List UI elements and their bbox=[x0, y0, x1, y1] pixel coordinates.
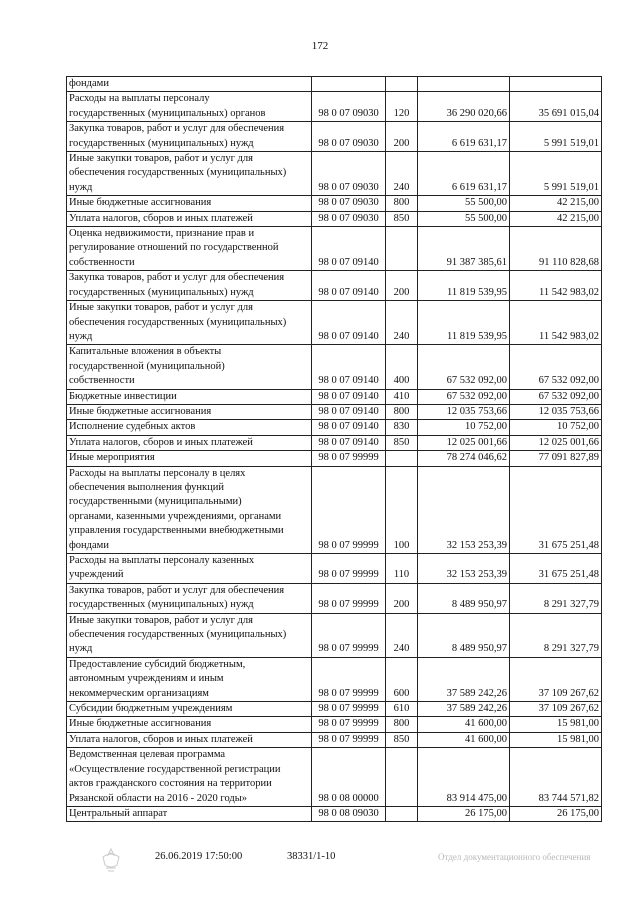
row-value-1 bbox=[418, 77, 510, 92]
table-row bbox=[67, 732, 602, 747]
row-code: 98 0 07 09030 bbox=[312, 122, 386, 152]
row-name: Закупка товаров, работ и услуг для обеспечения государственных (муниципальных) нужд bbox=[67, 122, 312, 152]
row-value-1: 55 500,00 bbox=[418, 196, 510, 211]
row-type: 200 bbox=[386, 122, 418, 152]
row-type: 600 bbox=[386, 657, 418, 701]
row-name: Ведомственная целевая программа «Осуществление государственной регистрации актов гражданского состояния на территории Рязанской области на 2016 - 2020 годы» bbox=[67, 748, 312, 807]
table-row bbox=[67, 345, 602, 389]
row-name: Расходы на выплаты персоналу государственных (муниципальных) органов bbox=[67, 92, 312, 122]
table-row bbox=[67, 554, 602, 584]
row-name: Иные закупки товаров, работ и услуг для обеспечения государственных (муниципальных) нужд bbox=[67, 301, 312, 345]
row-value-2: 11 542 983,02 bbox=[510, 271, 602, 301]
row-value-2: 83 744 571,82 bbox=[510, 748, 602, 807]
table-row bbox=[67, 702, 602, 717]
seal-icon bbox=[96, 847, 126, 875]
table-row bbox=[67, 77, 602, 92]
table-row bbox=[67, 748, 602, 807]
row-value-1: 67 532 092,00 bbox=[418, 389, 510, 404]
row-value-1: 11 819 539,95 bbox=[418, 301, 510, 345]
footer-doc-number: 38331/1-10 bbox=[287, 851, 336, 862]
row-value-1: 78 274 046,62 bbox=[418, 451, 510, 466]
row-type: 800 bbox=[386, 717, 418, 732]
row-type bbox=[386, 748, 418, 807]
row-code: 98 0 07 09140 bbox=[312, 404, 386, 419]
row-type: 410 bbox=[386, 389, 418, 404]
page-number: 172 bbox=[311, 40, 329, 52]
table-row bbox=[67, 806, 602, 821]
row-type: 240 bbox=[386, 301, 418, 345]
row-value-2: 77 091 827,89 bbox=[510, 451, 602, 466]
row-name: Предоставление субсидий бюджетным, автономным учреждениям и иным некоммерческим организациям bbox=[67, 657, 312, 701]
row-name: Закупка товаров, работ и услуг для обеспечения государственных (муниципальных) нужд bbox=[67, 583, 312, 613]
row-code: 98 0 07 09140 bbox=[312, 435, 386, 450]
row-type bbox=[386, 77, 418, 92]
row-value-1: 41 600,00 bbox=[418, 732, 510, 747]
row-code bbox=[312, 77, 386, 92]
row-code: 98 0 07 99999 bbox=[312, 717, 386, 732]
row-code: 98 0 07 09140 bbox=[312, 345, 386, 389]
row-value-1: 36 290 020,66 bbox=[418, 92, 510, 122]
row-value-1: 26 175,00 bbox=[418, 806, 510, 821]
row-value-1: 41 600,00 bbox=[418, 717, 510, 732]
row-code: 98 0 07 09030 bbox=[312, 196, 386, 211]
row-value-1: 12 025 001,66 bbox=[418, 435, 510, 450]
row-code: 98 0 07 09140 bbox=[312, 389, 386, 404]
row-value-2 bbox=[510, 77, 602, 92]
row-value-2: 67 532 092,00 bbox=[510, 389, 602, 404]
row-type bbox=[386, 451, 418, 466]
row-value-1: 6 619 631,17 bbox=[418, 152, 510, 196]
row-type: 100 bbox=[386, 466, 418, 553]
row-name: Уплата налогов, сборов и иных платежей bbox=[67, 211, 312, 226]
row-value-1: 37 589 242,26 bbox=[418, 657, 510, 701]
row-name: Иные закупки товаров, работ и услуг для обеспечения государственных (муниципальных) нужд bbox=[67, 152, 312, 196]
row-type: 200 bbox=[386, 583, 418, 613]
row-value-2: 26 175,00 bbox=[510, 806, 602, 821]
row-type: 800 bbox=[386, 404, 418, 419]
row-code: 98 0 08 00000 bbox=[312, 748, 386, 807]
row-code: 98 0 07 99999 bbox=[312, 732, 386, 747]
row-value-1: 32 153 253,39 bbox=[418, 554, 510, 584]
row-value-2: 10 752,00 bbox=[510, 420, 602, 435]
row-name: Капитальные вложения в объекты государственной (муниципальной) собственности bbox=[67, 345, 312, 389]
row-value-2: 42 215,00 bbox=[510, 196, 602, 211]
row-name: Иные бюджетные ассигнования bbox=[67, 196, 312, 211]
row-type: 200 bbox=[386, 271, 418, 301]
row-code: 98 0 07 09140 bbox=[312, 271, 386, 301]
table-row bbox=[67, 122, 602, 152]
page-footer bbox=[0, 851, 640, 881]
row-type: 120 bbox=[386, 92, 418, 122]
row-value-2: 11 542 983,02 bbox=[510, 301, 602, 345]
row-type: 830 bbox=[386, 420, 418, 435]
row-value-2: 37 109 267,62 bbox=[510, 702, 602, 717]
row-name: Бюджетные инвестиции bbox=[67, 389, 312, 404]
table-row bbox=[67, 404, 602, 419]
budget-table bbox=[66, 76, 602, 822]
footer-stamp: Отдел документационного обеспечения bbox=[438, 852, 591, 862]
row-value-1: 67 532 092,00 bbox=[418, 345, 510, 389]
row-type: 850 bbox=[386, 732, 418, 747]
row-value-1: 6 619 631,17 bbox=[418, 122, 510, 152]
row-value-1: 91 387 385,61 bbox=[418, 227, 510, 271]
footer-date: 26.06.2019 17:50:00 bbox=[155, 851, 243, 862]
row-type: 610 bbox=[386, 702, 418, 717]
row-code: 98 0 07 99999 bbox=[312, 702, 386, 717]
row-value-1: 10 752,00 bbox=[418, 420, 510, 435]
row-code: 98 0 07 99999 bbox=[312, 583, 386, 613]
row-code: 98 0 07 09140 bbox=[312, 227, 386, 271]
row-value-2: 91 110 828,68 bbox=[510, 227, 602, 271]
row-value-2: 5 991 519,01 bbox=[510, 122, 602, 152]
row-value-2: 31 675 251,48 bbox=[510, 554, 602, 584]
row-value-2: 35 691 015,04 bbox=[510, 92, 602, 122]
row-value-2: 15 981,00 bbox=[510, 717, 602, 732]
row-name: Расходы на выплаты персоналу казенных учреждений bbox=[67, 554, 312, 584]
row-code: 98 0 07 09030 bbox=[312, 92, 386, 122]
table-row bbox=[67, 451, 602, 466]
table-row bbox=[67, 583, 602, 613]
row-type: 240 bbox=[386, 613, 418, 657]
table-row bbox=[67, 420, 602, 435]
row-type bbox=[386, 806, 418, 821]
row-code: 98 0 07 09140 bbox=[312, 420, 386, 435]
row-value-2: 42 215,00 bbox=[510, 211, 602, 226]
row-value-2: 8 291 327,79 bbox=[510, 613, 602, 657]
row-code: 98 0 07 99999 bbox=[312, 451, 386, 466]
row-value-2: 37 109 267,62 bbox=[510, 657, 602, 701]
row-value-1: 55 500,00 bbox=[418, 211, 510, 226]
row-value-2: 15 981,00 bbox=[510, 732, 602, 747]
table-row bbox=[67, 92, 602, 122]
row-name: Расходы на выплаты персоналу в целях обеспечения выполнения функций государственными (муниципальными) органами, казенными учреждениями, органами управления государственными внебюджетными фондами bbox=[67, 466, 312, 553]
row-value-2: 31 675 251,48 bbox=[510, 466, 602, 553]
table-row bbox=[67, 613, 602, 657]
row-value-1: 8 489 950,97 bbox=[418, 613, 510, 657]
row-value-2: 12 025 001,66 bbox=[510, 435, 602, 450]
row-value-1: 12 035 753,66 bbox=[418, 404, 510, 419]
row-type: 110 bbox=[386, 554, 418, 584]
table-row bbox=[67, 717, 602, 732]
row-type bbox=[386, 227, 418, 271]
row-value-2: 5 991 519,01 bbox=[510, 152, 602, 196]
row-name: Иные мероприятия bbox=[67, 451, 312, 466]
row-value-1: 32 153 253,39 bbox=[418, 466, 510, 553]
row-value-1: 83 914 475,00 bbox=[418, 748, 510, 807]
row-code: 98 0 07 09030 bbox=[312, 211, 386, 226]
row-value-2: 12 035 753,66 bbox=[510, 404, 602, 419]
row-name: Исполнение судебных актов bbox=[67, 420, 312, 435]
table-row bbox=[67, 196, 602, 211]
budget-table-body bbox=[67, 77, 602, 822]
table-row bbox=[67, 211, 602, 226]
row-value-1: 37 589 242,26 bbox=[418, 702, 510, 717]
row-name: фондами bbox=[67, 77, 312, 92]
row-name: Оценка недвижимости, признание прав и регулирование отношений по государственной собственности bbox=[67, 227, 312, 271]
row-code: 98 0 07 09140 bbox=[312, 301, 386, 345]
row-name: Уплата налогов, сборов и иных платежей bbox=[67, 435, 312, 450]
table-row bbox=[67, 227, 602, 271]
row-value-2: 8 291 327,79 bbox=[510, 583, 602, 613]
row-name: Субсидии бюджетным учреждениям bbox=[67, 702, 312, 717]
row-name: Центральный аппарат bbox=[67, 806, 312, 821]
row-type: 850 bbox=[386, 435, 418, 450]
row-name: Иные бюджетные ассигнования bbox=[67, 717, 312, 732]
row-type: 850 bbox=[386, 211, 418, 226]
row-type: 240 bbox=[386, 152, 418, 196]
table-row bbox=[67, 435, 602, 450]
row-name: Уплата налогов, сборов и иных платежей bbox=[67, 732, 312, 747]
row-value-1: 8 489 950,97 bbox=[418, 583, 510, 613]
row-value-2: 67 532 092,00 bbox=[510, 345, 602, 389]
row-code: 98 0 08 09030 bbox=[312, 806, 386, 821]
table-row bbox=[67, 152, 602, 196]
row-code: 98 0 07 09030 bbox=[312, 152, 386, 196]
row-name: Иные бюджетные ассигнования bbox=[67, 404, 312, 419]
row-code: 98 0 07 99999 bbox=[312, 613, 386, 657]
table-row bbox=[67, 389, 602, 404]
table-row bbox=[67, 271, 602, 301]
row-name: Иные закупки товаров, работ и услуг для обеспечения государственных (муниципальных) нужд bbox=[67, 613, 312, 657]
row-code: 98 0 07 99999 bbox=[312, 554, 386, 584]
row-type: 400 bbox=[386, 345, 418, 389]
row-type: 800 bbox=[386, 196, 418, 211]
table-row bbox=[67, 301, 602, 345]
table-row bbox=[67, 657, 602, 701]
row-value-1: 11 819 539,95 bbox=[418, 271, 510, 301]
table-row bbox=[67, 466, 602, 553]
row-name: Закупка товаров, работ и услуг для обеспечения государственных (муниципальных) нужд bbox=[67, 271, 312, 301]
row-code: 98 0 07 99999 bbox=[312, 466, 386, 553]
row-code: 98 0 07 99999 bbox=[312, 657, 386, 701]
